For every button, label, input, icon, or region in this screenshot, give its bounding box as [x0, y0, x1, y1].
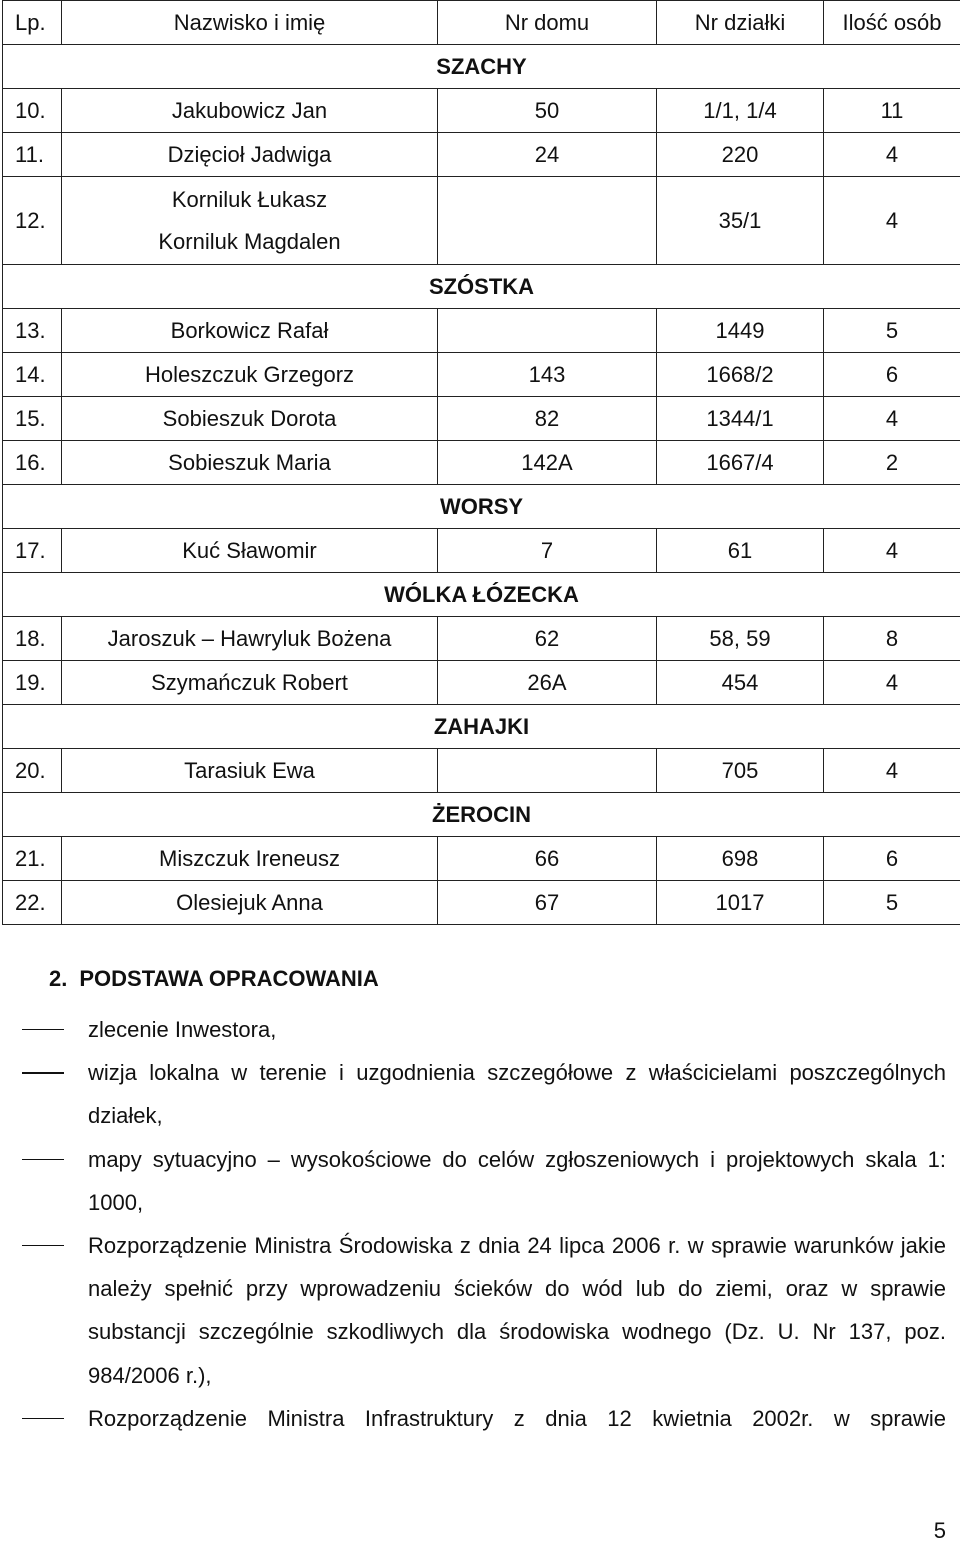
- cell-house: 66: [438, 837, 657, 881]
- cell-name: Olesiejuk Anna: [62, 881, 438, 925]
- cell-house: [438, 177, 657, 265]
- section-row: [3, 45, 960, 89]
- section-number: 2.: [49, 966, 68, 991]
- basis-item-text: Rozporządzenie Ministra Środowiska z dnia 24 lipca 2006 r. w sprawie warunków jakie należy spełnić przy wprowadzeniu ścieków do wód lub do ziemi, oraz w sprawie substancji szczególnie szkodliwych dla środowiska wodnego (Dz. U. Nr 137, poz. 984/2006 r.),: [88, 1233, 946, 1388]
- cell-name: Holeszczuk Grzegorz: [62, 353, 438, 397]
- header-plot: Nr działki: [657, 1, 824, 45]
- cell-house: 7: [438, 529, 657, 573]
- table-header-row: [3, 1, 960, 45]
- basis-item: [0, 1051, 946, 1137]
- cell-lp: 11.: [3, 133, 62, 177]
- table-row: [3, 529, 960, 573]
- cell-name: [62, 177, 438, 265]
- name-line: Korniluk Magdalen: [158, 228, 341, 254]
- basis-list: [0, 1008, 946, 1440]
- section-heading: [49, 966, 391, 992]
- cell-lp: 14.: [3, 353, 62, 397]
- cell-plot: 61: [657, 529, 824, 573]
- cell-name: Jakubowicz Jan: [62, 89, 438, 133]
- cell-plot: 705: [657, 749, 824, 793]
- cell-persons: 2: [824, 441, 960, 485]
- table-row: [3, 397, 960, 441]
- cell-persons: 4: [824, 661, 960, 705]
- cell-lp: 22.: [3, 881, 62, 925]
- cell-persons: 5: [824, 881, 960, 925]
- table-row: [3, 89, 960, 133]
- cell-persons: 4: [824, 529, 960, 573]
- cell-name: Jaroszuk – Hawryluk Bożena: [62, 617, 438, 661]
- cell-plot: 1344/1: [657, 397, 824, 441]
- cell-persons: 4: [824, 749, 960, 793]
- cell-lp: 17.: [3, 529, 62, 573]
- table-row: [3, 837, 960, 881]
- cell-lp: 19.: [3, 661, 62, 705]
- cell-house: 142A: [438, 441, 657, 485]
- section-name: WÓLKA ŁÓZECKA: [3, 573, 960, 617]
- section-row: [3, 705, 960, 749]
- cell-house: 26A: [438, 661, 657, 705]
- cell-persons: 6: [824, 837, 960, 881]
- cell-name: Sobieszuk Maria: [62, 441, 438, 485]
- cell-persons: 11: [824, 89, 960, 133]
- cell-plot: 1449: [657, 309, 824, 353]
- cell-plot: 454: [657, 661, 824, 705]
- cell-persons: 5: [824, 309, 960, 353]
- cell-persons: 4: [824, 133, 960, 177]
- dash-bullet-icon: [22, 1245, 64, 1246]
- cell-name: Kuć Sławomir: [62, 529, 438, 573]
- basis-item-text: Rozporządzenie Ministra Infrastruktury z dnia 12 kwietnia 2002r. w sprawie: [88, 1405, 946, 1431]
- cell-persons: 8: [824, 617, 960, 661]
- cell-house: 24: [438, 133, 657, 177]
- cell-plot: 698: [657, 837, 824, 881]
- table-row: [3, 661, 960, 705]
- basis-item: [0, 1138, 946, 1224]
- section-title: PODSTAWA OPRACOWANIA: [79, 966, 379, 991]
- table-row: [3, 309, 960, 353]
- header-lp: Lp.: [3, 1, 62, 45]
- header-persons: Ilość osób: [824, 1, 960, 45]
- cell-plot: 1668/2: [657, 353, 824, 397]
- dash-bullet-icon: [22, 1159, 64, 1160]
- cell-name: Sobieszuk Dorota: [62, 397, 438, 441]
- table-row: [3, 617, 960, 661]
- table-row: [3, 881, 960, 925]
- cell-house: [438, 309, 657, 353]
- cell-lp: 20.: [3, 749, 62, 793]
- cell-lp: 13.: [3, 309, 62, 353]
- header-house: Nr domu: [438, 1, 657, 45]
- cell-house: 67: [438, 881, 657, 925]
- table-row: [3, 749, 960, 793]
- basis-item-text: wizja lokalna w terenie i uzgodnienia szczegółowe z właścicielami poszczególnych działek,: [88, 1060, 946, 1129]
- cell-lp: 12.: [3, 177, 62, 265]
- cell-plot: 1017: [657, 881, 824, 925]
- cell-name: Dzięcioł Jadwiga: [62, 133, 438, 177]
- section-row: [3, 265, 960, 309]
- cell-name: Borkowicz Rafał: [62, 309, 438, 353]
- name-line: Korniluk Łukasz: [171, 186, 328, 212]
- cell-lp: 15.: [3, 397, 62, 441]
- cell-lp: 21.: [3, 837, 62, 881]
- cell-lp: 16.: [3, 441, 62, 485]
- cell-house: 50: [438, 89, 657, 133]
- cell-house: 82: [438, 397, 657, 441]
- cell-name: Miszczuk Ireneusz: [62, 837, 438, 881]
- cell-persons: 6: [824, 353, 960, 397]
- section-name: SZACHY: [3, 45, 960, 89]
- cell-house: 143: [438, 353, 657, 397]
- cell-lp: 18.: [3, 617, 62, 661]
- dash-bullet-icon: [22, 1029, 64, 1030]
- dash-bullet-icon: [22, 1072, 64, 1073]
- table-row: [3, 177, 960, 265]
- cell-name: Tarasiuk Ewa: [62, 749, 438, 793]
- cell-plot: 35/1: [657, 177, 824, 265]
- section-row: [3, 793, 960, 837]
- section-name: ŻEROCIN: [3, 793, 960, 837]
- basis-item: [0, 1224, 946, 1397]
- basis-item: [0, 1397, 946, 1440]
- cell-plot: 220: [657, 133, 824, 177]
- section-name: SZÓSTKA: [3, 265, 960, 309]
- table-row: [3, 353, 960, 397]
- basis-item-text: mapy sytuacyjno – wysokościowe do celów zgłoszeniowych i projektowych skala 1: 1000,: [88, 1146, 946, 1215]
- table-row: [3, 441, 960, 485]
- section-row: [3, 573, 960, 617]
- residents-table: [2, 0, 960, 925]
- section-row: [3, 485, 960, 529]
- cell-house: [438, 749, 657, 793]
- cell-persons: 4: [824, 177, 960, 265]
- basis-item-text: zlecenie Inwestora,: [88, 1017, 277, 1042]
- cell-plot: 58, 59: [657, 617, 824, 661]
- basis-item: [0, 1008, 946, 1051]
- cell-house: 62: [438, 617, 657, 661]
- cell-persons: 4: [824, 397, 960, 441]
- header-name: Nazwisko i imię: [62, 1, 438, 45]
- page-number: 5: [933, 1518, 946, 1543]
- cell-name: Szymańczuk Robert: [62, 661, 438, 705]
- dash-bullet-icon: [22, 1418, 64, 1419]
- section-name: ZAHAJKI: [3, 705, 960, 749]
- table-row: [3, 133, 960, 177]
- cell-plot: 1/1, 1/4: [657, 89, 824, 133]
- cell-lp: 10.: [3, 89, 62, 133]
- section-name: WORSY: [3, 485, 960, 529]
- cell-plot: 1667/4: [657, 441, 824, 485]
